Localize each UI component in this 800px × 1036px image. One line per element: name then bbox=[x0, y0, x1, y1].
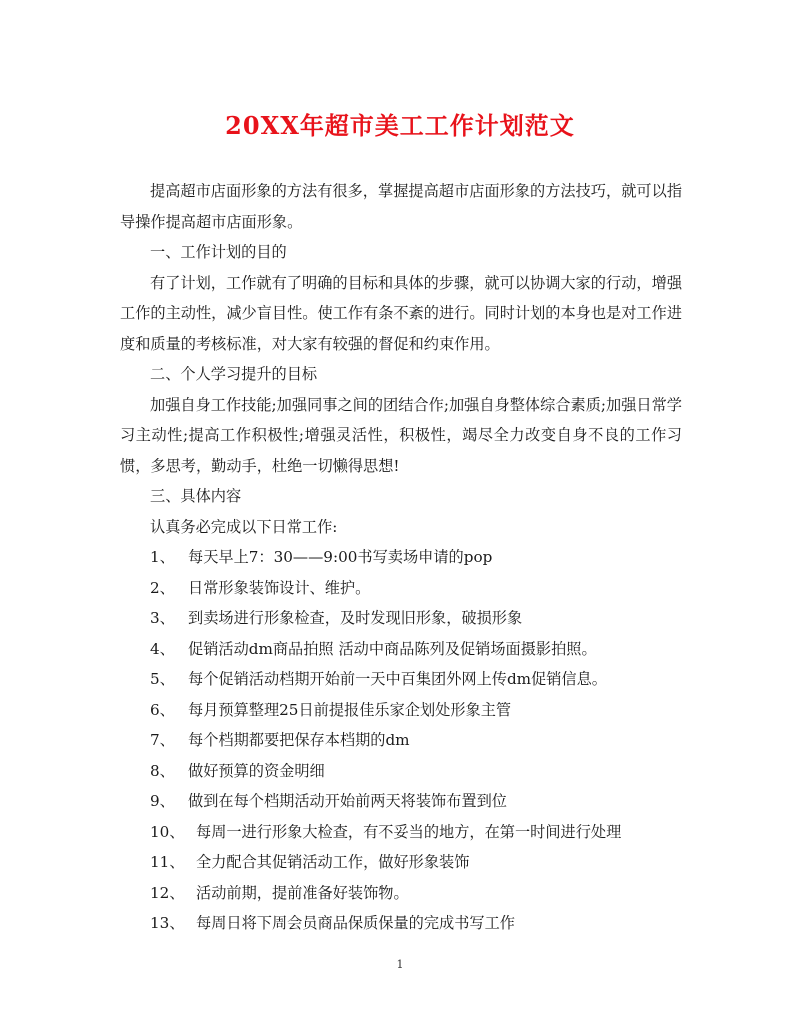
list-item-number: 3、 bbox=[150, 609, 175, 627]
list-item bbox=[120, 725, 682, 756]
list-item-number: 13、 bbox=[150, 914, 185, 932]
list-item-number: 4、 bbox=[150, 639, 175, 658]
list-item-text: 活动前期，提前准备好装饰物。 bbox=[196, 883, 409, 902]
list-item-number: 7、 bbox=[150, 731, 175, 749]
list-item-text: 每月预算整理25日前提报佳乐家企划处形象主管 bbox=[188, 700, 512, 719]
page-number: 1 bbox=[396, 958, 404, 971]
list-item bbox=[120, 664, 682, 695]
list-item bbox=[120, 695, 682, 726]
section-heading-purpose: 一、工作计划的目的 bbox=[150, 243, 287, 261]
list-item-number: 12、 bbox=[150, 883, 185, 902]
list-item bbox=[120, 756, 682, 787]
list-item-text: 每个档期都要把保存本档期的dm bbox=[188, 731, 410, 749]
section-heading-details: 三、具体内容 bbox=[150, 487, 242, 505]
list-item-number: 11、 bbox=[150, 853, 185, 871]
list-item-number: 2、 bbox=[150, 578, 175, 597]
learning-goals-paragraph: 加强自身工作技能;加强同事之间的团结合作;加强自身整体综合素质;加强日常学习主动性;提高工作积极性;增强灵活性，积极性，竭尽全力改变自身不良的工作习惯，多思考，勤动手，杜绝一切懒得思想! bbox=[120, 395, 682, 475]
document-body bbox=[120, 176, 682, 939]
list-item bbox=[120, 603, 682, 634]
purpose-paragraph: 有了计划，工作就有了明确的目标和具体的步骤，就可以协调大家的行动，增强工作的主动性，减少盲目性。使工作有条不紊的进行。同时计划的本身也是对工作进度和质量的考核标准，对大家有较强的督促和约束作用。 bbox=[120, 273, 682, 353]
list-item-text: 到卖场进行形象检查，及时发现旧形象，破损形象 bbox=[188, 609, 523, 627]
list-item bbox=[120, 634, 682, 665]
list-item bbox=[120, 817, 682, 848]
list-item-number: 8、 bbox=[150, 761, 175, 780]
list-item-text: 每周日将下周会员商品保质保量的完成书写工作 bbox=[196, 914, 515, 932]
task-list bbox=[120, 542, 682, 939]
intro-paragraph: 提高超市店面形象的方法有很多，掌握提高超市店面形象的方法技巧，就可以指导操作提高超市店面形象。 bbox=[120, 182, 682, 231]
document-title: 20XX年超市美工工作计划范文 bbox=[225, 111, 575, 140]
list-item-text: 每周一进行形象大检查，有不妥当的地方，在第一时间进行处理 bbox=[196, 822, 622, 841]
list-item bbox=[120, 878, 682, 909]
list-item-number: 10、 bbox=[150, 822, 185, 841]
list-item-number: 9、 bbox=[150, 792, 175, 810]
list-item bbox=[120, 573, 682, 604]
list-item bbox=[120, 542, 682, 573]
list-item-number: 5、 bbox=[150, 670, 175, 688]
list-item-text: 全力配合其促销活动工作，做好形象装饰 bbox=[196, 853, 470, 871]
list-item-text: 每天早上7：30——9:00书写卖场申请的pop bbox=[188, 548, 493, 566]
list-item-text: 促销活动dm商品拍照 活动中商品陈列及促销场面摄影拍照。 bbox=[188, 639, 597, 658]
list-item-text: 做到在每个档期活动开始前两天将装饰布置到位 bbox=[188, 792, 507, 810]
list-item bbox=[120, 908, 682, 939]
list-item-text: 做好预算的资金明细 bbox=[188, 761, 325, 780]
list-item-number: 1、 bbox=[150, 548, 175, 566]
list-item-number: 6、 bbox=[150, 700, 175, 719]
details-intro: 认真务必完成以下日常工作: bbox=[150, 517, 338, 536]
list-item bbox=[120, 786, 682, 817]
section-heading-learning-goals: 二、个人学习提升的目标 bbox=[150, 365, 318, 383]
list-item-text: 每个促销活动档期开始前一天中百集团外网上传dm促销信息。 bbox=[188, 670, 607, 688]
list-item bbox=[120, 847, 682, 878]
list-item-text: 日常形象装饰设计、维护。 bbox=[188, 578, 371, 597]
